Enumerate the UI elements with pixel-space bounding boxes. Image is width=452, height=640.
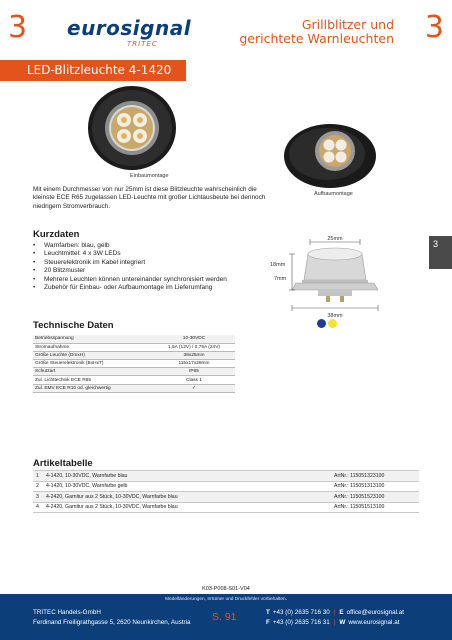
tech-label: Zul. Lichttechnik ECE R65	[33, 376, 153, 384]
checkmark-icon: ✓	[153, 384, 235, 392]
document-code: K03-P008-S01-V04	[202, 586, 250, 592]
tech-value: IP65	[153, 368, 235, 376]
list-item: • Mehrere Leuchten können untereinander synchronisiert werden	[33, 276, 253, 284]
tech-label: Größe Steuerelektronik (BxHxT)	[33, 360, 153, 368]
phone-label: T	[266, 609, 270, 616]
fax-number: +43 (0) 2635 716 31	[272, 619, 330, 626]
logo-wordmark: eurosignal	[67, 16, 192, 40]
chapter-number-right: 3	[424, 10, 444, 45]
tech-label: Stromaufnahme	[33, 343, 153, 351]
page-header-title	[239, 18, 394, 46]
table-row	[33, 360, 235, 368]
product-title-banner: LED-Blitzleuchte 4-1420	[0, 60, 186, 81]
article-number: 4	[33, 502, 43, 513]
article-table-heading: Artikeltabelle	[33, 458, 93, 469]
chapter-side-tab: 3	[429, 236, 452, 269]
list-item: • Steuerelektronik im Kabel integriert	[33, 259, 253, 267]
article-number: 2	[33, 481, 43, 492]
eurosignal-logo	[67, 16, 192, 48]
article-description: 4-1420, 10-30VDC, Warnfarbe blau	[43, 471, 331, 482]
table-row	[33, 335, 235, 343]
recessed-mount-photo	[86, 84, 178, 172]
tech-label: Betriebsspannung	[33, 335, 153, 343]
article-description: 4-2420, Garnitur aus 2 Stück, 10-30VDC, Warnfarbe blau	[43, 492, 331, 503]
fax-label: F	[266, 619, 270, 626]
phone-number: +43 (0) 2635 716 30	[272, 609, 330, 616]
list-item: • Leuchtmittel: 4 x 3W LEDs	[33, 250, 253, 258]
dimension-height-label: 18mm	[270, 262, 286, 268]
company-address: Ferdinand Freiligrathgasse 5, 2620 Neunkirchen, Austria	[33, 619, 191, 626]
table-row	[33, 351, 235, 359]
article-artnr: ArtNr.: 115051313100	[331, 481, 419, 492]
article-number: 3	[33, 492, 43, 503]
list-item: • Warnfarben: blau, gelb	[33, 242, 253, 250]
list-item: • 20 Blitzmuster	[33, 267, 253, 275]
table-row	[33, 481, 419, 492]
tech-label: Schutzart	[33, 368, 153, 376]
surface-mount-caption: Aufbaumontage	[314, 191, 353, 197]
tech-data-table	[33, 335, 235, 393]
table-row	[33, 502, 419, 513]
kurzdaten-list	[33, 242, 253, 292]
article-artnr: ArtNr.: 115051323100	[331, 471, 419, 482]
page-number: S. 91	[212, 611, 237, 623]
table-row	[33, 384, 235, 392]
recessed-mount-caption: Einbaumontage	[130, 173, 169, 179]
table-row	[33, 368, 235, 376]
article-artnr: ArtNr.: 115051523100	[331, 492, 419, 503]
contact-block	[266, 608, 404, 628]
table-row	[33, 376, 235, 384]
chapter-number-left: 3	[8, 10, 28, 45]
tech-value: 1,5A (12V) / 0,75A (24V)	[153, 343, 235, 351]
tech-value: Class 1	[153, 376, 235, 384]
article-artnr: ArtNr.: 115051513100	[331, 502, 419, 513]
web-label: W	[339, 619, 346, 626]
article-table	[33, 470, 419, 513]
page-footer	[0, 594, 452, 640]
color-swatch-blue	[317, 319, 326, 328]
website-link[interactable]: www.eurosignal.at	[348, 619, 400, 626]
company-block	[33, 608, 191, 628]
color-swatch-yellow	[328, 319, 337, 328]
article-number: 1	[33, 471, 43, 482]
dimension-height2-label: 7mm	[274, 276, 287, 282]
kurzdaten-heading: Kurzdaten	[33, 229, 80, 240]
lamp-flange	[292, 283, 378, 290]
tech-value: 10-30VDC	[153, 335, 235, 343]
surface-mount-photo	[283, 120, 378, 190]
tech-label: Größe Leuchte (DmxH)	[33, 351, 153, 359]
email-label: E	[339, 609, 344, 616]
tech-value: 115x17x28mm	[153, 360, 235, 368]
table-row	[33, 492, 419, 503]
tech-label: Zul. EMV ECE R10 od. gleichwertig	[33, 384, 153, 392]
article-description: 4-1420, 10-30VDC, Warnfarbe gelb	[43, 481, 331, 492]
separator: |	[333, 619, 336, 626]
tech-data-heading: Technische Daten	[33, 320, 114, 331]
separator: |	[333, 609, 336, 616]
article-description: 4-2420, Garnitur aus 2 Stück, 10-30VDC, Warnfarbe blau	[43, 502, 331, 513]
email-link[interactable]: office@eurosignal.at	[346, 609, 404, 616]
dimension-top-label: 25mm	[327, 236, 343, 242]
disclaimer-note: Modelländerungen, Irrtümer und Druckfehler vorbehalten.	[164, 597, 288, 602]
tech-value: 38x25mm	[153, 351, 235, 359]
header-title-line-2: gerichtete Warnleuchten	[239, 31, 394, 46]
dimension-diagram	[268, 234, 398, 320]
table-row	[33, 471, 419, 482]
dimension-bottom-label: 38mm	[327, 313, 343, 319]
product-description: Mit einem Durchmesser von nur 25mm ist diese Blitzleuchte wahrscheinlich die kleinste ECE R65 zugelassen LED-Leuchte mit großer Lichtausbeute bei dennoch niedrigem Stromverbrauch.	[33, 186, 266, 210]
logo-subtitle: TRITEC	[127, 40, 158, 48]
company-name: TRITEC Handels-GmbH	[33, 609, 101, 616]
header-title-line-1: Grillblitzer und	[301, 17, 394, 32]
list-item: • Zubehör für Einbau- oder Aufbaumontage im Lieferumfang	[33, 284, 253, 292]
table-row	[33, 343, 235, 351]
